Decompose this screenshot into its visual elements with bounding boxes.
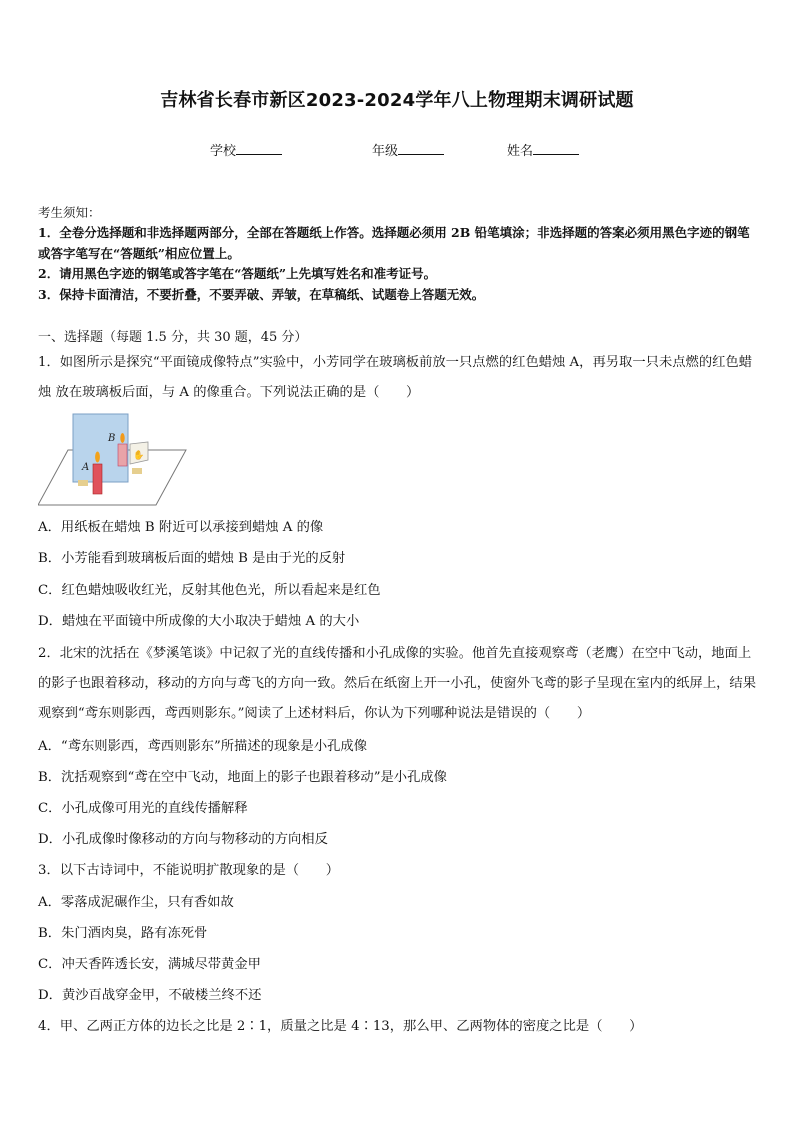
section-title: 一、选择题（每题 1.5 分，共 30 题，45 分） [38, 330, 308, 345]
candle-b [118, 444, 127, 466]
grade-label: 年级 [372, 144, 399, 159]
question-2-option-d: D．小孔成像时像移动的方向与物移动的方向相反 [38, 832, 328, 847]
candle-a [93, 464, 102, 494]
notice-item: 2．请用黑色字迹的钢笔或答字笔在“答题纸”上先填写姓名和准考证号。 [38, 266, 437, 281]
question-3-option-d: D．黄沙百战穿金甲，不破楼兰终不还 [38, 988, 262, 1003]
hand-icon: ✋ [133, 451, 145, 461]
school-blank [236, 142, 282, 155]
question-3-option-a: A．零落成泥碾作尘，只有香如故 [38, 895, 234, 910]
notice-heading: 考生须知： [38, 205, 101, 220]
notice-item: 1．全卷分选择题和非选择题两部分，全部在答题纸上作答。选择题必须用 2B 铅笔填涂；非选择题的答案必须用黑色字迹的钢笔或答字笔写在“答题纸”相应位置上。 [38, 225, 750, 261]
grade-blank [398, 142, 444, 155]
question-1-stem: 1．如图所示是探究“平面镜成像特点”实验中，小芳同学在玻璃板前放一只点燃的红色蜡烛 A，再另取一只未点燃的红色蜡烛 放在玻璃板后面，与 A 的像重合。下列说法正确的是（ ） [38, 355, 753, 400]
question-3-stem: 3．以下古诗词中，不能说明扩散现象的是（ ） [38, 863, 339, 878]
question-2-stem: 2．北宋的沈括在《梦溪笔谈》中记叙了光的直线传播和小孔成像的实验。他首先直接观察鸢（老鹰）在空中飞动，地面上的影子也跟着移动，移动的方向与鸢飞的方向一致。然后在纸窗上开一小孔，使窗外飞鸢的影子呈现在室内的纸屏上，结果观察到“鸢东则影西，鸢西则影东。”阅读了上述材料后，你认为下列哪种说法是错误的（ ） [38, 646, 757, 721]
question-3-option-c: C．冲天香阵透长安，满城尽带黄金甲 [38, 957, 261, 972]
holder-b [132, 468, 142, 474]
name-field [507, 140, 579, 159]
question-1-option-d: D．蜡烛在平面镜中所成像的大小取决于蜡烛 A 的大小 [38, 614, 360, 629]
candle-a-flame [95, 452, 100, 463]
question-2-option-c: C．小孔成像可用光的直线传播解释 [38, 801, 248, 816]
name-blank [533, 142, 579, 155]
grade-field [372, 140, 444, 159]
notice-item: 3．保持卡面清洁，不要折叠，不要弄破、弄皱，在草稿纸、试题卷上答题无效。 [38, 287, 485, 302]
label-a: A [82, 462, 90, 473]
question-1-option-c: C．红色蜡烛吸收红光，反射其他色光，所以看起来是红色 [38, 583, 381, 598]
school-field [210, 140, 282, 159]
question-4-stem: 4．甲、乙两正方体的边长之比是 2∶1，质量之比是 4∶13，那么甲、乙两物体的密度之比是（ ） [38, 1019, 643, 1034]
page-title: 吉林省长春市新区2023-2024学年八上物理期末调研试题 [160, 90, 634, 111]
name-label: 姓名 [507, 144, 534, 159]
question-1-option-b: B．小芳能看到玻璃板后面的蜡烛 B 是由于光的反射 [38, 551, 346, 566]
question-2-option-b: B．沈括观察到“鸢在空中飞动，地面上的影子也跟着移动”是小孔成像 [38, 770, 447, 785]
question-2-option-a: A．“鸢东则影西，鸢西则影东”所描述的现象是小孔成像 [38, 739, 368, 754]
holder-a [78, 480, 88, 486]
question-1-option-a: A．用纸板在蜡烛 B 附近可以承接到蜡烛 A 的像 [38, 520, 324, 535]
mirror-experiment-figure [38, 410, 188, 510]
candle-b-flame [120, 433, 124, 443]
label-b: B [108, 433, 116, 444]
school-label: 学校 [210, 144, 237, 159]
question-3-option-b: B．朱门酒肉臭，路有冻死骨 [38, 926, 208, 941]
